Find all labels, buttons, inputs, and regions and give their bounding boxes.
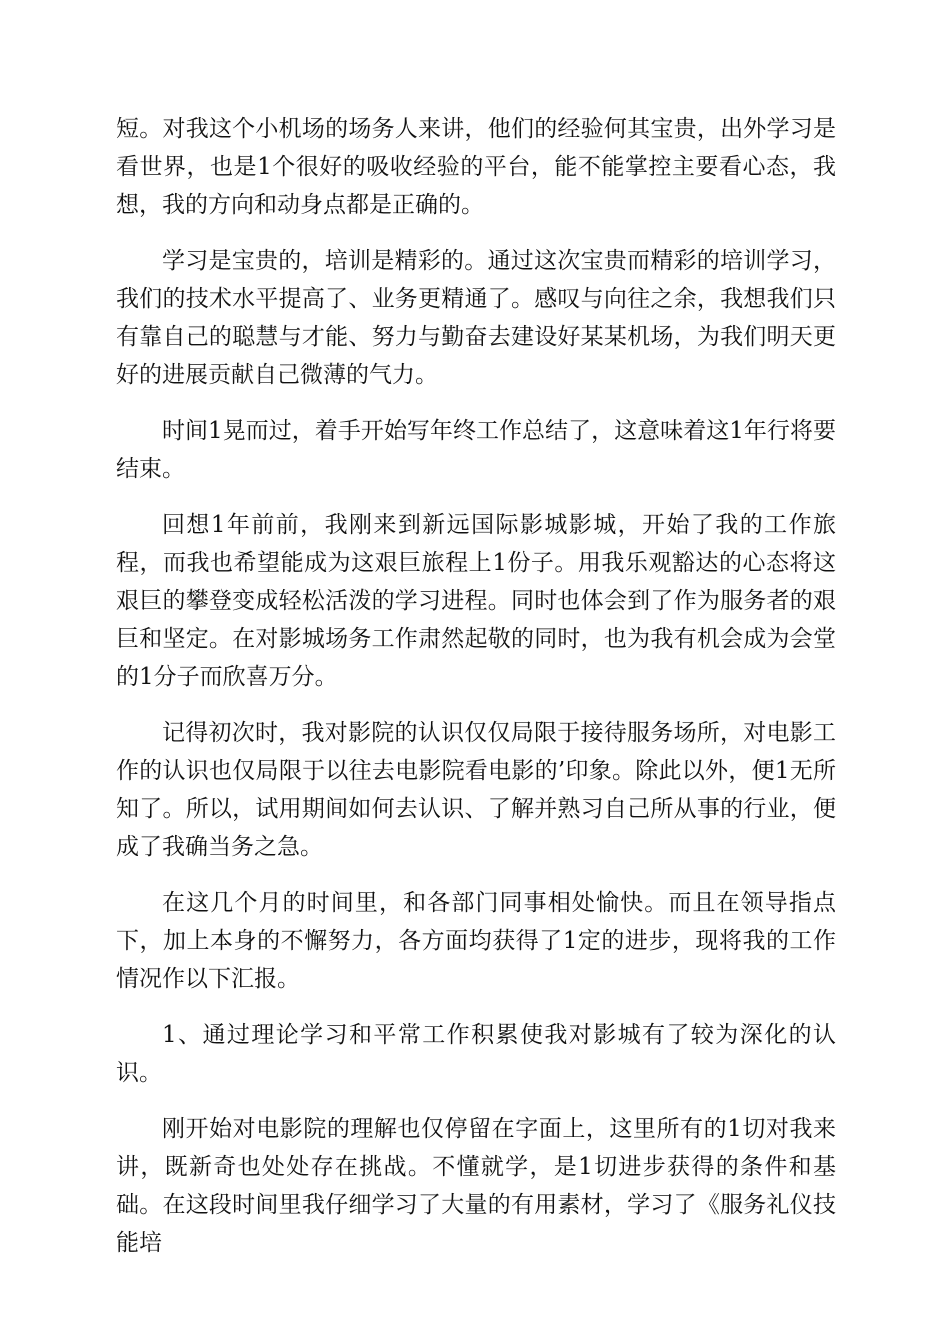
paragraph-8: 刚开始对电影院的理解也仅停留在字面上，这里所有的1切对我来讲，既新奇也处处存在挑战。不懂就学，是1切进步获得的条件和基础。在这段时间里我仔细学习了大量的有用素材，学习了《服务礼仪技能培 xyxy=(116,1116,836,1256)
paragraph-5: 记得初次时，我对影院的认识仅仅局限于接待服务场所，对电影工作的认识也仅局限于以往去电影院看电影的’印象。除此以外，便1无所知了。所以，试用期间如何去认识、了解并熟习自己所从事的行业，便成了我确当务之急。 xyxy=(116,720,836,860)
paragraph-7: 1、通过理论学习和平常工作积累使我对影城有了较为深化的认识。 xyxy=(116,1022,836,1086)
paragraph-1: 短。对我这个小机场的场务人来讲，他们的经验何其宝贵，出外学习是看世界，也是1个很好的吸收经验的平台，能不能掌控主要看心态，我想，我的方向和动身点都是正确的。 xyxy=(116,116,836,218)
paragraph-2: 学习是宝贵的，培训是精彩的。通过这次宝贵而精彩的培训学习，我们的技术水平提高了、业务更精通了。感叹与向往之余，我想我们只有靠自己的聪慧与才能、努力与勤奋去建设好某某机场，为我们明天更好的进展贡献自己微薄的气力。 xyxy=(116,248,836,388)
paragraph-6: 在这几个月的时间里，和各部门同事相处愉快。而且在领导指点下，加上本身的不懈努力，各方面均获得了1定的进步，现将我的工作情况作以下汇报。 xyxy=(116,890,836,992)
document-body xyxy=(116,110,836,1280)
paragraph-4: 回想1年前前，我刚来到新远国际影城影城，开始了我的工作旅程，而我也希望能成为这艰巨旅程上1份子。用我乐观豁达的心态将这艰巨的攀登变成轻松活泼的学习进程。同时也体会到了作为服务者的艰巨和坚定。在对影城场务工作肃然起敬的同时，也为我有机会成为会堂的1分子而欣喜万分。 xyxy=(116,512,836,690)
paragraph-3: 时间1晃而过，着手开始写年终工作总结了，这意味着这1年行将要结束。 xyxy=(116,418,836,482)
